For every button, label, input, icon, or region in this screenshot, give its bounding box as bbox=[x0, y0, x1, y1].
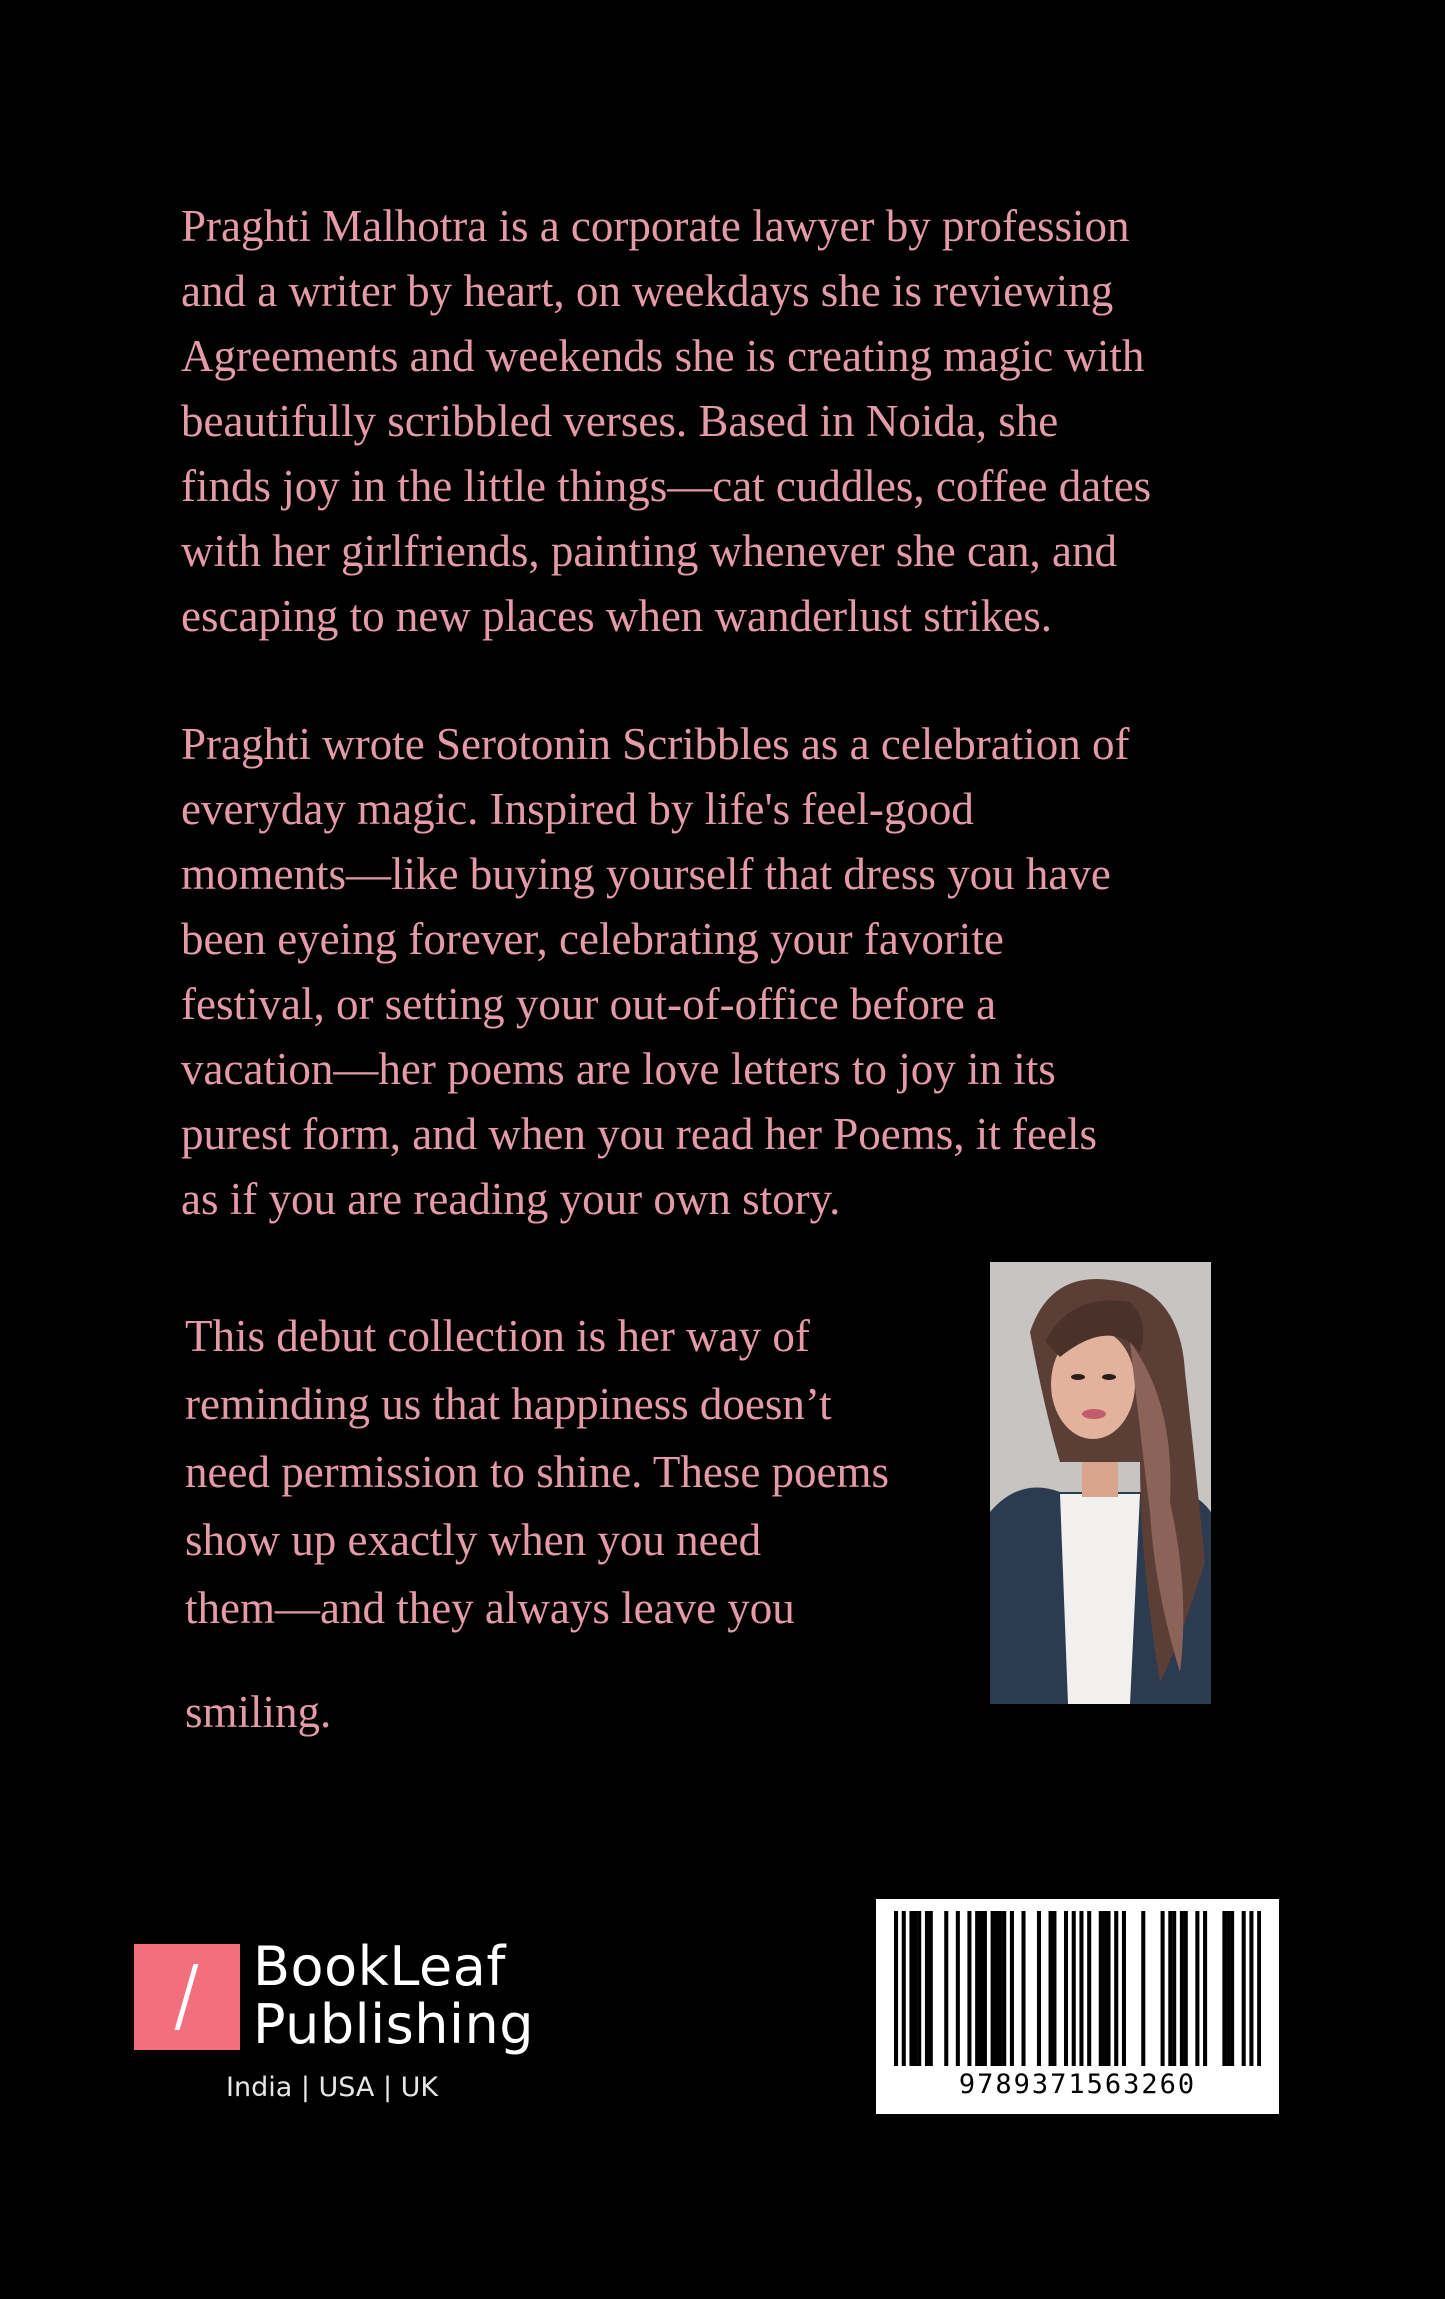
barcode-bar bbox=[1002, 1911, 1006, 2066]
barcode-bar bbox=[1230, 1911, 1234, 2066]
closing-paragraph-tail: smiling. bbox=[185, 1687, 332, 1737]
barcode-bar bbox=[1195, 1911, 1199, 2066]
barcode-bar bbox=[967, 1911, 971, 2066]
isbn-number: 9789371563260 bbox=[958, 2069, 1197, 2100]
barcode-bar bbox=[1052, 1911, 1056, 2066]
barcode-bar bbox=[994, 1911, 998, 2066]
barcode-bars bbox=[894, 1911, 1261, 2066]
publisher-name-line1: BookLeaf bbox=[253, 1935, 506, 1998]
barcode-bar bbox=[1099, 1911, 1103, 2066]
book-description-paragraph: Praghti wrote Serotonin Scribbles as a celebration of everyday magic. Inspired by life's feel-good moments—like buying yourself that dress you have been eyeing forever, celebrating your favorite festival, or setting your out-of-office before a vacation—her poems are love letters to joy in its purest form, and when you read her Poems, it feels as if you are reading your own story. bbox=[181, 719, 1130, 1224]
barcode-bar bbox=[1087, 1911, 1091, 2066]
barcode-bar bbox=[1222, 1911, 1226, 2066]
barcode-bar bbox=[913, 1911, 917, 2066]
bookleaf-logo-icon bbox=[134, 1944, 240, 2050]
barcode-bar bbox=[1010, 1911, 1014, 2066]
isbn-barcode bbox=[876, 1899, 1279, 2114]
closing-paragraph: This debut collection is her way of reminding us that happiness doesn’t need permission to shine. These poems show up exactly when you need them—and they always leave you bbox=[185, 1311, 890, 1633]
barcode-bar bbox=[909, 1911, 913, 2066]
barcode-bar bbox=[1049, 1911, 1053, 2066]
barcode-bar bbox=[1106, 1911, 1110, 2066]
barcode-bar bbox=[1064, 1911, 1068, 2066]
barcode-bar bbox=[917, 1911, 921, 2066]
barcode-bar bbox=[1079, 1911, 1083, 2066]
slash-icon bbox=[175, 1964, 199, 2030]
barcode-bar bbox=[925, 1911, 929, 2066]
barcode-bar bbox=[1226, 1911, 1230, 2066]
barcode-bar bbox=[1141, 1911, 1145, 2066]
publisher-regions: India | USA | UK bbox=[226, 2072, 439, 2103]
barcode-bar bbox=[1114, 1911, 1118, 2066]
barcode-bar bbox=[1242, 1911, 1246, 2066]
barcode-bar bbox=[1184, 1911, 1188, 2066]
barcode-bar bbox=[998, 1911, 1002, 2066]
barcode-bar bbox=[929, 1911, 933, 2066]
barcode-bar bbox=[944, 1911, 948, 2066]
barcode-bar bbox=[1072, 1911, 1076, 2066]
author-photo bbox=[990, 1262, 1211, 1704]
barcode-bar bbox=[1021, 1911, 1025, 2066]
barcode-bar bbox=[1122, 1911, 1126, 2066]
barcode-bar bbox=[983, 1911, 987, 2066]
barcode-bar bbox=[956, 1911, 960, 2066]
barcode-bar bbox=[1257, 1911, 1261, 2066]
barcode-bar bbox=[991, 1911, 995, 2066]
barcode-bar bbox=[1249, 1911, 1253, 2066]
barcode-bar bbox=[1168, 1911, 1172, 2066]
barcode-bar bbox=[1037, 1911, 1041, 2066]
barcode-bar bbox=[975, 1911, 979, 2066]
publisher-name-line2: Publishing bbox=[253, 1993, 534, 2056]
barcode-bar bbox=[1203, 1911, 1207, 2066]
barcode-bar bbox=[1161, 1911, 1165, 2066]
barcode-bar bbox=[894, 1911, 898, 2066]
barcode-bar bbox=[1172, 1911, 1176, 2066]
barcode-bar bbox=[902, 1911, 906, 2066]
barcode-bar bbox=[979, 1911, 983, 2066]
barcode-bar bbox=[1103, 1911, 1107, 2066]
author-bio-paragraph: Praghti Malhotra is a corporate lawyer by profession and a writer by heart, on weekdays she is reviewing Agreements and weekends she is creating magic with beautifully scribbled verses. Based in Noida, she finds joy in the little things—cat cuddles, coffee dates with her girlfriends, painting whenever she can, and escaping to new places when wanderlust strikes. bbox=[181, 201, 1152, 641]
barcode-bar bbox=[1180, 1911, 1184, 2066]
